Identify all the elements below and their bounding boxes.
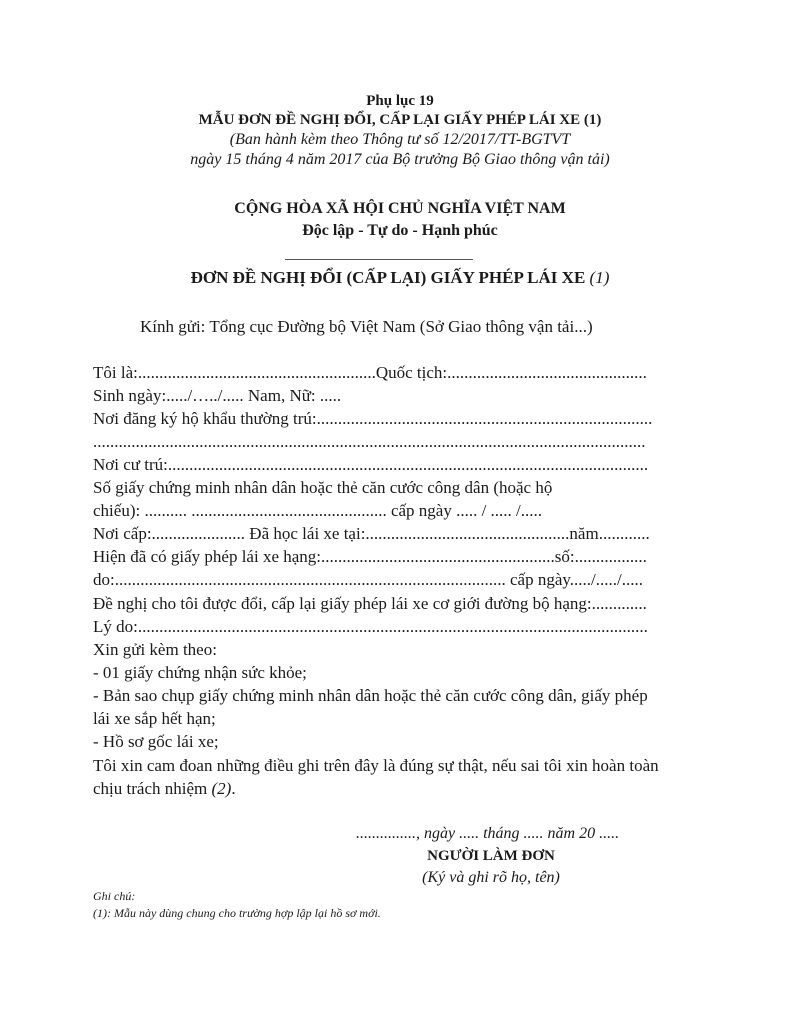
declaration-end: . bbox=[231, 779, 236, 798]
declaration-line: Tôi xin cam đoan những điều ghi trên đây là đúng sự thật, nếu sai tôi xin hoàn toàn bbox=[93, 756, 659, 775]
declaration-note: (2) bbox=[211, 779, 232, 798]
attachment-item-health: - 01 giấy chứng nhận sức khỏe; bbox=[93, 663, 307, 682]
appendix-subtitle: MẪU ĐƠN ĐỀ NGHỊ ĐỔI, CẤP LẠI GIẤY PHÉP LÁI XE (1) bbox=[198, 112, 602, 128]
attachment-item-original: - Hồ sơ gốc lái xe; bbox=[93, 732, 219, 751]
national-motto: Độc lập - Tự do - Hạnh phúc bbox=[302, 222, 498, 239]
declaration-text: chịu trách nhiệm bbox=[93, 779, 212, 798]
form-line-issue-place: Nơi cấp:...................... Đã học lái xe tại:................................................năm............ bbox=[93, 524, 650, 543]
signature-instruction: (Ký và ghi rõ họ, tên) bbox=[422, 869, 560, 886]
form-line-license-issuer: do:............................................................................................ cấp ngày...../...../..... bbox=[93, 570, 643, 589]
motto-divider bbox=[285, 259, 473, 260]
form-line-id: Số giấy chứng minh nhân dân hoặc thẻ căn cước công dân (hoặc hộ bbox=[93, 478, 553, 497]
form-line-reason: Lý do:........................................................................................................................ bbox=[93, 617, 648, 636]
form-line-name: Tôi là:........................................................Quốc tịch:............................................... bbox=[93, 363, 647, 382]
notes-item-1: (1): Mẫu này dùng chung cho trường hợp lập lại hồ sơ mới. bbox=[93, 906, 381, 920]
appendix-title: Phụ lục 19 bbox=[366, 93, 434, 109]
recipient-line: Kính gửi: Tổng cục Đường bộ Việt Nam (Sở Giao thông vận tải...) bbox=[140, 317, 593, 336]
attachment-item-copy: - Bản sao chụp giấy chứng minh nhân dân hoặc thẻ căn cước công dân, giấy phép bbox=[93, 686, 648, 705]
form-line-id-cont: chiếu): .......... .............................................. cấp ngày ..... / ..... /..... bbox=[93, 501, 543, 520]
form-title-text: ĐƠN ĐỀ NGHỊ ĐỔI (CẤP LẠI) GIẤY PHÉP LÁI XE bbox=[190, 268, 586, 287]
form-line-attachments: Xin gửi kèm theo: bbox=[93, 640, 217, 659]
signature-date-line: ..............., ngày ..... tháng ..... năm 20 ..... bbox=[356, 825, 620, 842]
form-title bbox=[0, 268, 800, 288]
form-line-license: Hiện đã có giấy phép lái xe hạng:.......................................................số:................. bbox=[93, 547, 647, 566]
declaration-line-cont bbox=[93, 778, 713, 800]
form-line-request: Đề nghị cho tôi được đổi, cấp lại giấy phép lái xe cơ giới đường bộ hạng:............. bbox=[93, 594, 647, 613]
form-line-residence: Nơi cư trú:................................................................................................................. bbox=[93, 455, 649, 474]
attachment-item-copy-cont: lái xe sắp hết hạn; bbox=[93, 709, 216, 728]
notes-heading: Ghi chú: bbox=[93, 889, 136, 903]
form-line-registration-cont: .................................................................................................................................. bbox=[93, 432, 646, 451]
signature-role: NGƯỜI LÀM ĐƠN bbox=[427, 848, 555, 864]
form-title-note: (1) bbox=[589, 268, 610, 287]
issued-line-2: ngày 15 tháng 4 năm 2017 của Bộ trưởng Bộ Giao thông vận tải) bbox=[190, 151, 610, 168]
national-name: CỘNG HÒA XÃ HỘI CHỦ NGHĨA VIỆT NAM bbox=[234, 200, 566, 217]
form-line-birth: Sinh ngày:...../…../..... Nam, Nữ: ..... bbox=[93, 386, 342, 405]
form-line-registration: Nơi đăng ký hộ khẩu thường trú:............................................................................... bbox=[93, 409, 653, 428]
issued-line-1: (Ban hành kèm theo Thông tư số 12/2017/TT-BGTVT bbox=[229, 131, 571, 148]
